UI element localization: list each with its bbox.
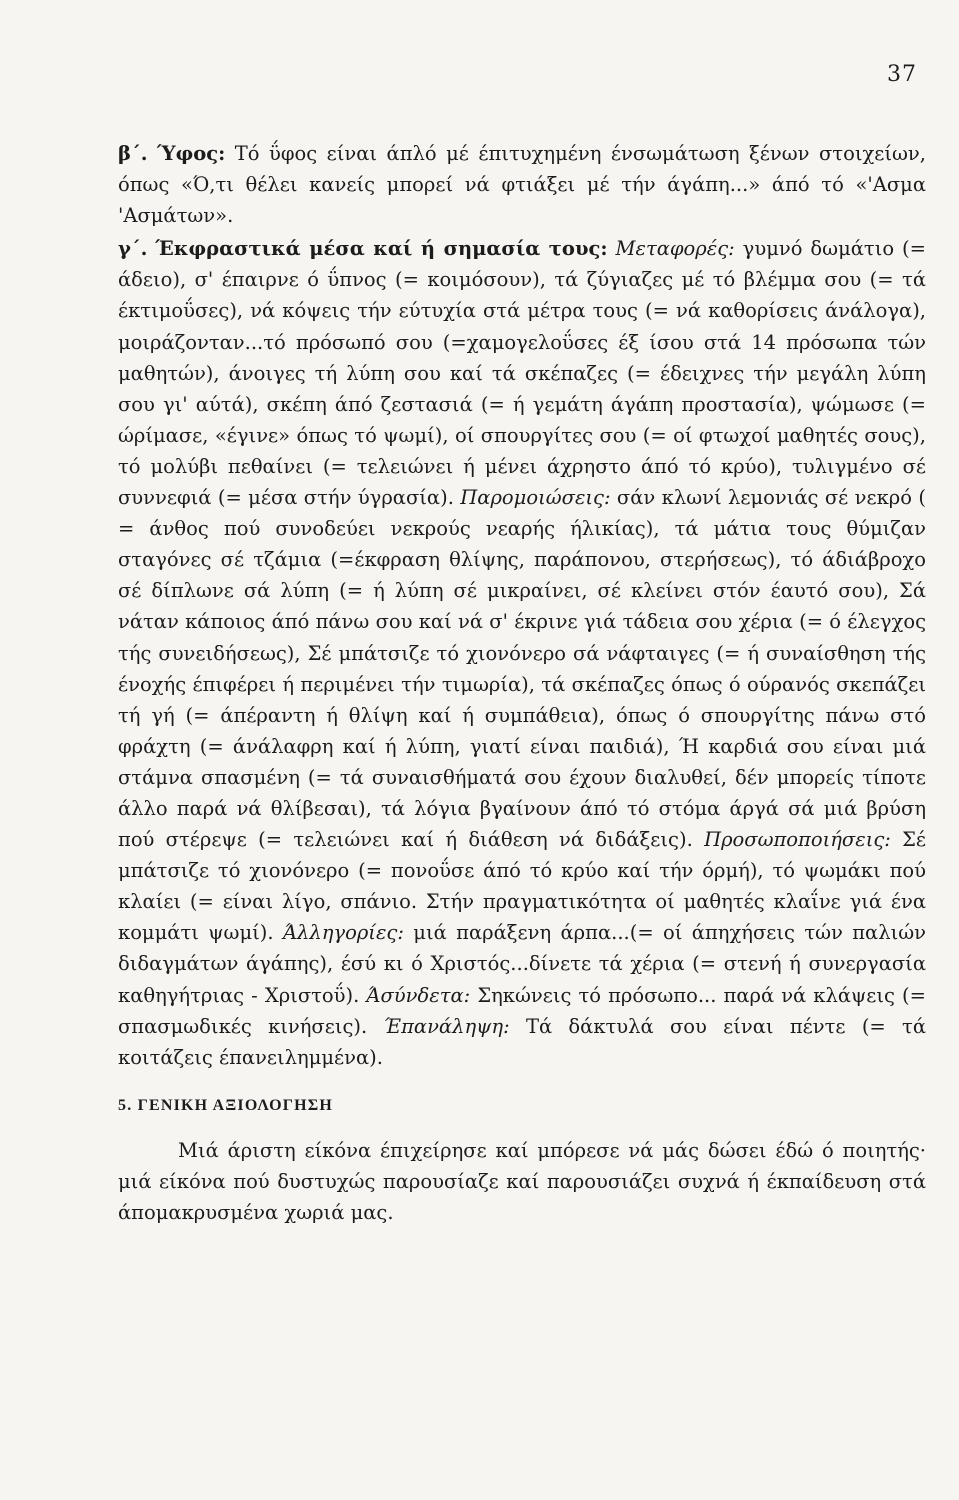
- personifications-text: Σέ μπάτσιζε τό χιονόνερο (= πονοΰσε άπό τό κρύο καί τήν όρμή), τό ψωμάκι πού κλαίει (= είναι λίγο, σπάνιο. Στήν πραγματικότητα οί μαθητές κλαΐνε γιά ένα κομμάτι ψωμί).: [118, 828, 927, 945]
- style-marker: β΄.: [118, 142, 148, 165]
- allegories-label: Άλληγορίες:: [282, 921, 404, 945]
- similes-text: σάν κλωνί λεμονιάς σέ νεκρό ( = άνθος πού συνοδεύει νεκρούς νεαρής ήλικίας), τά μάτια τους θύμιζαν σταγόνες σέ τζάμια (=έκφραση θλίψης, παράπονου, στερήσεως), τό άδιάβροχο σέ δίπλωνε σά λύπη (= ή λύπη σέ μικραίνει, σέ κλείνει στόν έαυτό σου), Σά νάταν κάποιος άπό πάνω σου καί νά σ' έκρινε γιά τάδεια σου χέρια (= ό έλεγχος τής συνειδήσεως), Σέ μπάτσιζε τό χιονόνερο σά νάφταιγες (= ή συναίσθηση τής ένοχής έπιφέρει ή περιμένει τήν τιμωρία), τά σκέπαζες όπως ό ούρανός σκεπάζει τή γή (= άπέραντη ή θλίψη καί ή συμπάθεια), όπως ό σπουργίτης πάνω στό φράχτη (= άνάλαφρη καί ή λύπη, γιατί είναι παιδιά), Ή καρδιά σου είναι μιά στάμνα σπασμένη (= τά συναισθήματά σου έχουν διαλυθεί, δέν μπορείς τίποτε άλλο παρά νά θλίβεσαι), τά λόγια βγαίνουν άπό τό στόμα άργά σά μιά βρύση πού στέρεψε (= τελειώνει καί ή διάθεση νά διδάξεις).: [118, 486, 926, 852]
- expressive-marker: γ΄.: [118, 237, 148, 261]
- style-text: Τό ΰφος είναι άπλό μέ έπιτυχημένη ένσωμάτωση ξένων στοιχείων, όπως «Ό,τι θέλει κανείς μπορεί νά φτιάξει μέ τήν άγάπη...» άπό τό «'Ασμα 'Ασμάτων».: [118, 142, 926, 228]
- asyndeton-text: Σηκώνεις τό πρόσωπο... παρά νά κλάψεις (= σπασμωδικές κινήσεις).: [118, 983, 926, 1038]
- metaphors-text: γυμνό δωμάτιο (= άδειο), σ' έπαιρνε ό ΰπνος (= κοιμόσουν), τά ζύγιαζες μέ τό βλέμμα σου (= τά έκτιμοΰσες), νά κόψεις τήν εύτυχία στά μέτρα τους (= νά καθορίσεις άνάλογα), μοιράζονταν...τό πρόσωπό σου (=χαμογελοΰσες έξ ίσου στά 14 πρόσωπα τών μαθητών), άνοιγες τή λύπη σου καί τά σκέπαζες (= έδειχνες τήν μεγάλη λύπη σου γι' αύτά), σκέπη άπό ζεστασιά (= ή γεμάτη άγάπη προστασία), ψώμωσε (= ώρίμασε, «έγινε» όπως τό ψωμί), οί σπουργίτες σου (= οί φτωχοί μαθητές σους), τό μολύβι πεθαίνει (= τελειώνει ή μένει άχρηστο άπό τό κρύο), τυλιγμένο σέ συννεφιά (= μέσα στήν ύγρασία).: [118, 237, 926, 510]
- asyndeton-label: Άσύνδετα:: [366, 983, 471, 1007]
- expressive-paragraph: [118, 233, 926, 1073]
- metaphors-label: Μεταφορές:: [615, 237, 735, 261]
- personifications-label: Προσωποποιήσεις:: [704, 828, 891, 852]
- general-assessment-paragraph: Μιά άριστη είκόνα έπιχείρησε καί μπόρεσε νά μάς δώσει έδώ ό ποιητής· μιά είκόνα πού δυστυχώς παρουσίαζε καί παρουσιάζει συχνά ή έκπαίδευση στά άπομακρυσμένα χωριά μας.: [118, 1138, 926, 1224]
- expressive-label: Έκφραστικά μέσα καί ή σημασία τους:: [155, 237, 608, 261]
- allegories-text: μιά παράξενη άρπα...(= οί άπηχήσεις τών παλιών διδαγμάτων άγάπης), έσύ κι ό Χριστός...δίνετε τά χέρια (= στενή ή συνεργασία καθηγήτριας - Χριστοΰ).: [118, 921, 926, 1007]
- style-paragraph: [118, 138, 926, 231]
- repetition-text: Τά δάκτυλά σου είναι πέντε (= τά κοιτάζεις έπανειλημμένα).: [118, 1014, 927, 1069]
- page-number: 37: [887, 62, 917, 87]
- section-heading-general-assessment: 5. ΓΕΝΙΚΗ ΑΞΙΟΛΟΓΗΣΗ: [118, 1096, 334, 1114]
- style-label: Ύφος:: [156, 142, 226, 165]
- repetition-label: Έπανάληψη:: [383, 1014, 510, 1038]
- similes-label: Παρομοιώσεις:: [460, 486, 611, 510]
- page-body: [118, 138, 926, 1228]
